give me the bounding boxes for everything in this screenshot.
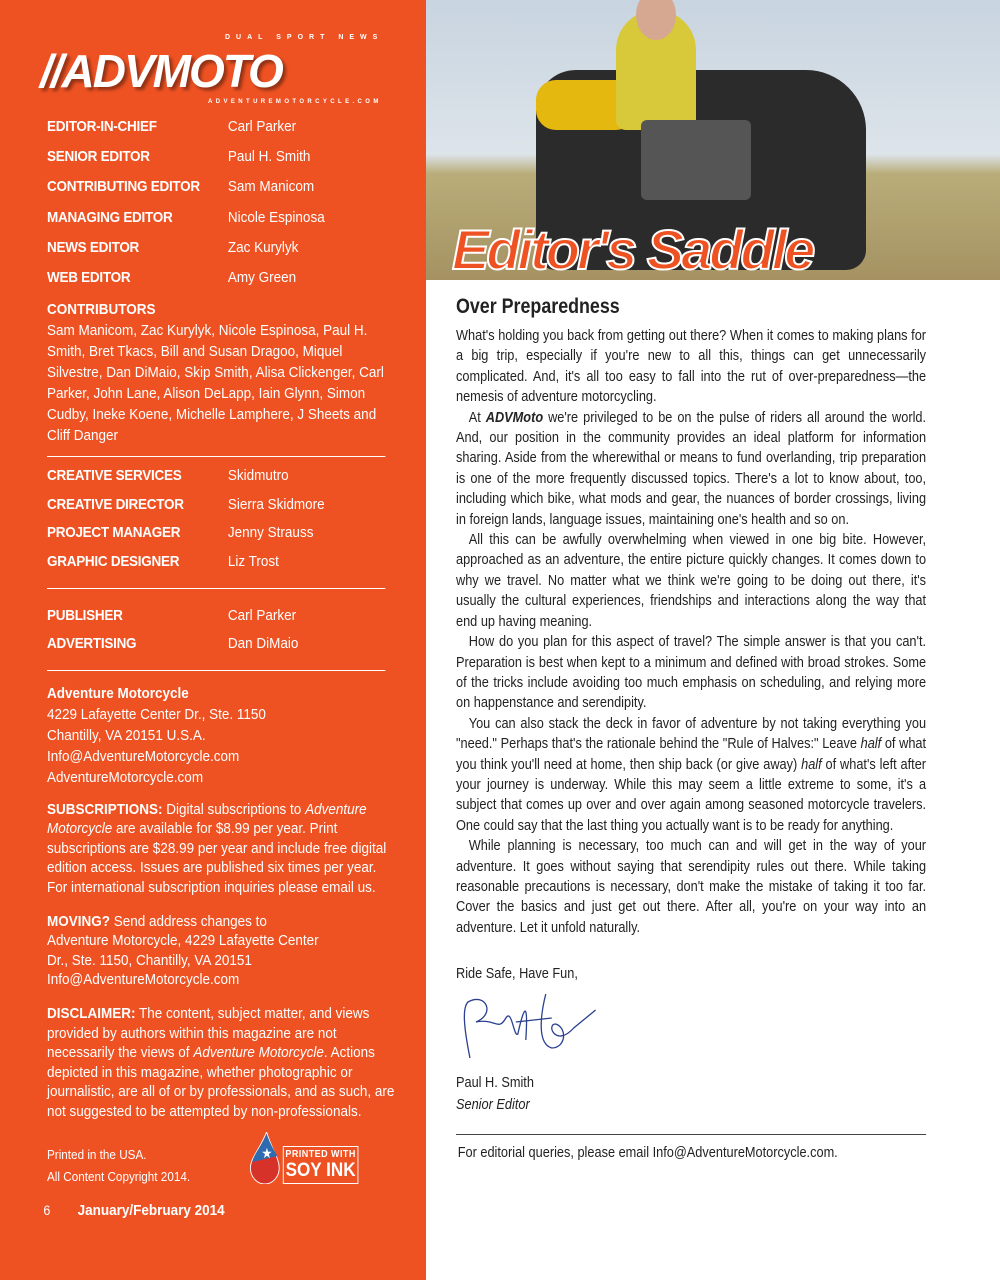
company-name: Adventure Motorcycle (47, 684, 189, 702)
staff-row (47, 118, 402, 148)
soy-line2: SOY INK (285, 1159, 356, 1181)
advmoto-logo (40, 34, 395, 108)
staff-role: GRAPHIC DESIGNER (47, 552, 180, 570)
svg-text:★: ★ (261, 1144, 273, 1161)
staff-row (47, 553, 402, 582)
subscriptions-label: SUBSCRIPTIONS: (47, 800, 163, 818)
text: are available for $8.99 per year. Print subscriptions are $28.99 per year and include free digital edition access. Issues are published six times per year. For international subscription inquiries please email us. (47, 820, 387, 897)
staff-role: NEWS EDITOR (47, 238, 140, 256)
logo-url: ADVENTUREMOTORCYCLE.COM (208, 99, 382, 105)
staff-role: ADVERTISING (47, 635, 137, 653)
folio (43, 1202, 401, 1219)
pannier (641, 120, 751, 200)
printed-in: Printed in the USA. (47, 1146, 147, 1162)
contributors-label: CONTRIBUTORS (47, 301, 156, 319)
divider (47, 588, 385, 589)
subscriptions-info (47, 800, 389, 898)
staff-role: CREATIVE DIRECTOR (47, 495, 184, 513)
print-row (47, 1132, 402, 1188)
contributors (47, 299, 402, 446)
staff-row (47, 239, 402, 269)
address-line: Chantilly, VA 20151 U.S.A. (47, 726, 206, 744)
divider (47, 456, 385, 457)
text: . Actions depicted in this magazine, whether photographic or journalistic, are all of or by professionals, and as such, are not suggested to be attempted by non-professionals. (47, 1044, 395, 1120)
staff-role: EDITOR-IN-CHIEF (47, 118, 157, 135)
masthead-content (43, 118, 402, 1219)
paragraph (456, 408, 926, 530)
staff-row (47, 607, 402, 636)
paragraph: What's holding you back from getting out there? When it comes to making plans for a big trip, especially if you're new to all this, things can get unnecessarily complicated. And, it's all too easy to fall into the rut of over-preparedness—the nemesis of adventure motorcycling. (456, 327, 927, 406)
staff-name: Zac Kurylyk (227, 238, 299, 256)
soy-drop-icon (247, 1132, 283, 1184)
staff-name: Skidmutro (227, 467, 289, 485)
staff-role: SENIOR EDITOR (47, 148, 150, 166)
staff-row (47, 148, 402, 178)
email-link[interactable]: Info@AdventureMotorcycle.com (47, 747, 240, 765)
creative-list (47, 467, 402, 581)
paragraph (456, 714, 926, 836)
staff-name: Carl Parker (227, 606, 297, 624)
logo-text: //ADVMOTO (40, 45, 282, 97)
emphasis: half (860, 735, 882, 753)
soy-ink-label (283, 1146, 359, 1184)
staff-name: Dan DiMaio (227, 635, 299, 653)
paragraph: While planning is necessary, too much can and will get in the way of your adventure. It goes without saying that serendipity rules out there. While taking reasonable precautions is necessary, don't make the mistake of taking it too far. Cover the basics and just get out there. After all, you're on your way into an adventure. Let it unfold naturally. (456, 837, 927, 936)
staff-role: PUBLISHER (47, 606, 123, 624)
text: Send address changes to Adventure Motorcycle, 4229 Lafayette Center Dr., Ste. 1150, Chantilly, VA 20151 Info@AdventureMotorcycle.com (47, 912, 319, 989)
paragraph: How do you plan for this aspect of travel? The simple answer is that you can't. Preparation is best when kept to a minimum and defined with broad strokes. Some of the tricks include avoiding too much emphasis on scheduling, and relying more on happenstance and serendipity. (456, 633, 927, 712)
staff-name: Sam Manicom (227, 178, 315, 196)
author-name: Paul H. Smith (456, 1074, 534, 1092)
staff-row (47, 178, 402, 208)
logo-tagline: DUAL SPORT NEWS (225, 34, 384, 41)
author-title: Senior Editor (456, 1096, 530, 1114)
moving-info (47, 912, 326, 990)
staff-name: Jenny Strauss (227, 524, 314, 542)
staff-row (47, 635, 402, 664)
staff-name: Carl Parker (227, 118, 297, 135)
disclaimer-label: DISCLAIMER: (47, 1005, 136, 1023)
brand-name: ADVMoto (485, 408, 544, 426)
text: Digital subscriptions to (162, 800, 306, 818)
headline: Over Preparedness (456, 295, 620, 318)
staff-role: MANAGING EDITOR (47, 208, 173, 226)
contributors-text: Sam Manicom, Zac Kurylyk, Nicole Espinosa, Paul H. Smith, Bret Tkacs, Bill and Susan Dragoo, Miquel Silvestre, Dan DiMaio, Skip Smith, Alisa Clickenger, Carl Parker, John Lane, Alison DeLapp, Iain Glynn, Simon Cudby, Ineke Koene, Michelle Lamphere, J Sheets and Cliff Danger (47, 322, 384, 445)
issue-date: January/February 2014 (77, 1201, 225, 1219)
column-title: Editor's Saddle (452, 218, 813, 281)
staff-row (47, 209, 402, 239)
paragraph: All this can be awfully overwhelming when viewed in one big bite. However, approached as an adventure, the entire picture quickly changes. It comes down to why we travel. No matter what we think we're going to be doing out there, it's usually the cultural experiences, friendships and interactions along the way that end up having meaning. (456, 531, 927, 630)
magazine-name: Adventure Motorcycle (193, 1044, 324, 1062)
signoff: Ride Safe, Have Fun, (456, 965, 578, 983)
staff-name: Nicole Espinosa (227, 208, 325, 226)
divider (47, 670, 385, 671)
moving-label: MOVING? (47, 912, 110, 930)
text: we're privileged to be on the pulse of riders all around the world. And, our position in the community provides an ideal platform for information sharing. Aside from the wherewithal or means to fund overlanding, trip preparation is one of the more frequently discussed topics. There's a lot to know about, too, including which bike, what mods and gear, the nuances of border crossings, living in foreign lands, language issues, maintaining one's health and so on. (456, 408, 927, 528)
staff-role: PROJECT MANAGER (47, 524, 181, 542)
staff-row (47, 524, 402, 553)
staff-row (47, 269, 402, 299)
emphasis: half (801, 755, 822, 773)
text: of what's left after your journey is underway. While this may seem a little extreme to some, it's a subject that comes up over and over again among seasoned motorcycle travelers. One could say that the last thing you actually want is to be ready for anything. (456, 755, 927, 834)
editorial-column (456, 294, 926, 1163)
staff-name: Liz Trost (227, 552, 279, 570)
editorial-query-note: For editorial queries, please email Info@AdventureMotorcycle.com. (457, 1144, 838, 1162)
article-body (456, 326, 926, 938)
address-block (47, 683, 402, 788)
staff-name: Paul H. Smith (227, 148, 311, 166)
staff-role: CREATIVE SERVICES (47, 467, 182, 485)
text: You can also stack the deck in favor of adventure by not taking everything you "need." Perhaps that's the rationale behind the "Rule of Halves:" Leave (456, 714, 927, 753)
staff-list (47, 118, 402, 299)
print-info (47, 1144, 247, 1188)
soy-line1: PRINTED WITH (285, 1148, 356, 1160)
copyright: All Content Copyright 2014. (47, 1168, 191, 1184)
staff-role: WEB EDITOR (47, 268, 131, 286)
soy-ink-badge (247, 1132, 362, 1184)
magazine-name: Adventure Motorcycle (47, 800, 367, 838)
text: of what you think you'll need at home, then ship back (or give away) (456, 735, 927, 773)
disclaimer (47, 1004, 398, 1122)
staff-role: CONTRIBUTING EDITOR (47, 178, 200, 196)
website-link[interactable]: AdventureMotorcycle.com (47, 768, 204, 786)
address-line: 4229 Lafayette Center Dr., Ste. 1150 (47, 705, 266, 723)
text: The content, subject matter, and views provided by authors within this magazine are not necessarily the views of (47, 1005, 370, 1062)
staff-name: Sierra Skidmore (227, 495, 325, 513)
page-number: 6 (43, 1201, 51, 1218)
staff-name: Amy Green (227, 268, 297, 286)
divider (456, 1134, 926, 1135)
masthead-panel (0, 0, 426, 1280)
publishing-list (47, 607, 402, 664)
signature (456, 988, 606, 1068)
staff-row (47, 496, 402, 525)
staff-row (47, 467, 402, 496)
text: At (468, 408, 486, 426)
